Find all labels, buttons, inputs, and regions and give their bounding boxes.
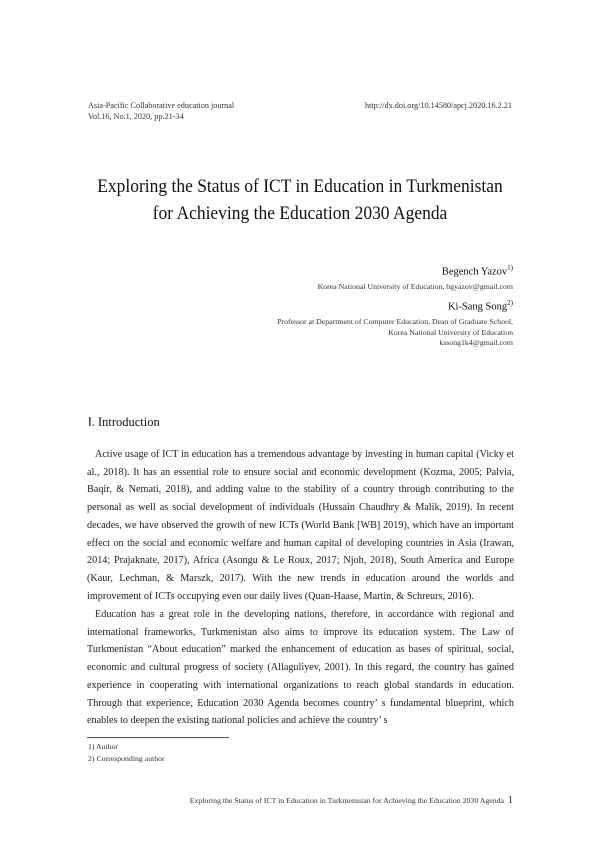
author-2-affiliation: Professor at Department of Computer Education, Dean of Graduate School, Korea National University of Education kssong1k4@gmail.com xyxy=(277,317,513,347)
footnote-divider xyxy=(87,737,229,738)
author-1-name: Begench Yazov$^{1)}$ xyxy=(441,264,513,278)
footnote-1: 1) Author xyxy=(88,742,119,751)
title-line-2: for Achieving the Education 2030 Agenda xyxy=(152,203,448,224)
page-footer xyxy=(190,795,513,806)
author-2-name: Ki-Sang Song$^{2)}$ xyxy=(447,299,513,313)
journal-header xyxy=(88,100,234,122)
section-number: Ⅰ. xyxy=(88,415,95,429)
journal-name: Asia-Pacific Collaborative education journal xyxy=(88,101,235,110)
doi-link[interactable]: http://dx.doi.org/10.14580/apcj.2020.16.2.21 xyxy=(365,101,512,110)
body-paragraph-1: Active usage of ICT in education has a tremendous advantage by investing in human capital (Vicky et al., 2018). It has an essential role to ensure social and economic development (Kozma, 2005; Palvia, Baqir, & Nemati, 2018), and adding value to the stability of a country through contributing to the personal as well as social development of individuals (Hussain Chaudhry & Malik, 2019). In recent decades, we have observed the growth of new ICTs (World Bank [WB] 2019), which have an important effect on the social and economic welfare and human capital of developing countries in Asia (Irawan, 2014; Prajaknate, 2017), Africa (Asongu & Le Roux, 2017; Njoh, 2018), South America and Europe (Kaur, Lechman, & Marszk, 2017). With the new trends in education around the worlds and improvement of ICTs occupying even our daily lives (Quan-Haase, Martin, & Schreurs, 2016). xyxy=(87,449,514,602)
journal-volume: Vol.16, No.1, 2020, pp.21-34 xyxy=(88,112,184,121)
body-paragraph-2: Education has a great role in the developing nations, therefore, in accordance with regional and international frameworks, Turkmenistan also aims to improve its education system. The Law of Turkmenistan “About education” marked the enhancement of education as bases of spiritual, social, economic and cultural progress of society (Allaguliyev, 2001). In this regard, the country has gained experience in cooperating with international organizations to reach global standards in education. Through that experience, Education 2030 Agenda becomes country’ s fundamental blueprint, which enables to deepen the existing national policies and achieve the country’ s xyxy=(87,609,514,727)
section-title: Introduction xyxy=(97,415,160,429)
paper-title xyxy=(79,173,521,227)
footnote-2: 2) Corresponding author xyxy=(88,754,165,763)
author-1-mark: 1) xyxy=(507,264,513,272)
author-2-mark: 2) xyxy=(507,299,513,307)
title-line-1: Exploring the Status of ICT in Education in Turkmenistan xyxy=(97,176,503,197)
page-number: 1 xyxy=(508,795,513,806)
author-1-affiliation: Korea National University of Education, bgyazov@gmail.com xyxy=(317,282,513,291)
running-title: Exploring the Status of ICT in Education in Turkmenistan for Achieving the Education 2030 Agenda xyxy=(189,796,504,805)
section-heading xyxy=(88,414,160,430)
